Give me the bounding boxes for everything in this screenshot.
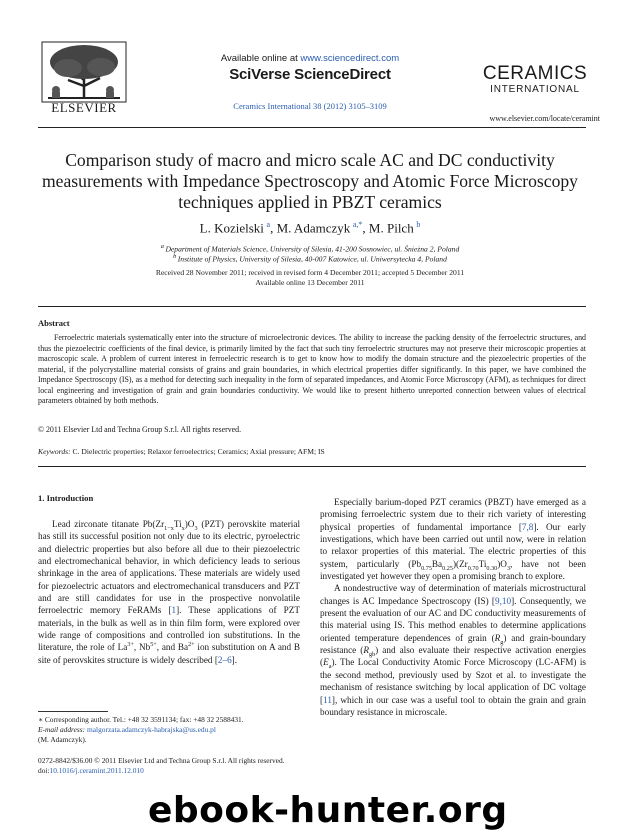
header-rule <box>38 127 586 128</box>
citation-link[interactable]: 9,10 <box>495 595 512 606</box>
abstract-top-rule <box>38 306 586 307</box>
intro-paragraph-1: Lead zirconate titanate $Pb(Zr_{1-x}Ti_x)O_3$ (PZT) perovskite material has still its successful position not only due to its electric, pyroelectric and dielectric properties but also before all due to their piezoelectric and electromechanical behavior, in which deficiency leads to serious shrinkage in the area of applications. These materials are widely used for piezoelectric actuators and electromechanical transducers and PZT and are still candidates for use in the prospective nonvolatile ferroelectric memory FeRAMs [1]. These applications of PZT materials, in the bulk as well as in thin film form, were explored over wide range of compositions and controlled ion substitutions. In the literature, the role of $La^{3+}$, $Nb^{5+}$, and $Ba^{2+}$ ion substitution on A and B site of perovskites structure is widely described [2–6]. <box>38 519 300 665</box>
corresponding-author-note: ∗ Corresponding author. Tel.: +48 32 3591134; fax: +48 32 2588431. <box>38 715 244 724</box>
available-prefix: Available online at <box>220 53 301 64</box>
author-affil-mark[interactable]: b <box>416 220 421 229</box>
affil-text: Department of Materials Science, University of Silesia, 41-200 Sosnowiec, ul. Śnieżna 2, Poland <box>165 244 460 254</box>
footnote-rule <box>38 711 108 712</box>
article-title: Comparison study of macro and micro scale AC and DC conductivity measurements with Impedance Spectroscopy and Atomic Force Microscopy techniques applied in PBZT ceramics <box>42 150 578 212</box>
ceramics-international-logo <box>480 64 590 96</box>
author-name: M. Pilch <box>368 220 414 236</box>
citation-link[interactable]: 7,8 <box>521 521 534 532</box>
affiliation-b <box>40 252 580 265</box>
email-note <box>38 725 300 735</box>
keywords-text: C. Dielectric properties; Relaxor ferroelectrics; Ceramics; Axial pressure; AFM; IS <box>72 447 325 456</box>
email-label: E-mail address: <box>38 725 86 734</box>
abstract-body: Ferroelectric materials systematically enter into the structure of microelectronic devices. The ability to increase the packing density of the ferroelectric structures, and thus the piezoelectric coefficients of the final device, is primarily limited by the fact that such tiny ferroelectric structures may not preserve their microscopic properties at macroscopic scale. A problem of current interest in ferroelectric research is to get to know how to modify the domain structure and the piezoelectric properties of the material, if the polycrystalline material consists of grains and grain boundaries, in which electrical properties differ significantly. In this paper, we have combined the Impedance Spectroscopy (IS), as a method for detecting such inequality in the form of separated impedances, and Atomic Force Microscopy (AFM), as techniques for direct local engineering and investigation of grain and grain boundaries conductivity. We would like to present hitherto unreported connection between values of electrical parameters obtained by both methods. <box>38 333 586 405</box>
available-online-date: Available online 13 December 2011 <box>255 278 365 287</box>
citation-link[interactable]: 11 <box>323 694 332 705</box>
journal-citation-link[interactable]: Ceramics International 38 (2012) 3105–3109 <box>233 101 387 111</box>
abstract-copyright: © 2011 Elsevier Ltd and Techna Group S.r.l. All rights reserved. <box>38 425 242 434</box>
affil-mark: b <box>173 253 177 260</box>
journal-logo-line1: CERAMICS <box>482 63 588 84</box>
sciencedirect-link[interactable]: www.sciencedirect.com <box>300 53 400 64</box>
issn-copyright-line: 0272-8842/$36.00 © 2011 Elsevier Ltd and Techna Group S.r.l. All rights reserved. <box>38 756 285 765</box>
abstract-heading: Abstract <box>38 318 70 328</box>
citation-link[interactable]: 2–6 <box>217 654 232 665</box>
doi-label: doi: <box>38 766 50 775</box>
author-affil-mark[interactable]: a,* <box>352 220 363 229</box>
affil-text: Institute of Physics, University of Silesia, 40-007 Katowice, ul. Uniwersytecka 4, Poland <box>177 254 447 264</box>
author-list: L. Kozielski $^a$, M. Adamczyk $^{a,*}$, M. Pilch $^b$ <box>199 220 421 236</box>
keywords-label: Keywords: <box>38 447 71 456</box>
author-name: L. Kozielski <box>199 220 264 236</box>
section-heading: 1. Introduction <box>38 493 94 503</box>
sciverse-sciencedirect-title: SciVerse ScienceDirect <box>229 66 391 83</box>
doi-line <box>38 766 586 776</box>
journal-url[interactable]: www.elsevier.com/locate/ceramint <box>489 114 600 123</box>
keywords-line <box>38 447 325 456</box>
author-affil-mark[interactable]: a <box>266 220 271 229</box>
author-name: M. Adamczyk <box>276 220 351 236</box>
watermark-text: ebook-hunter.org <box>148 790 508 831</box>
right-column <box>320 496 586 718</box>
citation-link[interactable]: 1 <box>171 605 177 616</box>
affil-mark: a <box>160 243 164 250</box>
email-owner: (M. Adamczyk). <box>38 735 87 744</box>
received-dates: Received 28 November 2011; received in revised form 4 December 2011; accepted 5 December 2011 <box>155 268 465 277</box>
elsevier-wordmark: ELSEVIER <box>51 100 117 115</box>
abstract-bottom-rule <box>38 466 586 467</box>
email-link[interactable]: malgorzata.adamczyk-habrajska@us.edu.pl <box>87 725 216 734</box>
doi-link[interactable]: 10.1016/j.ceramint.2011.12.010 <box>49 766 144 775</box>
intro-paragraph-3: A nondestructive way of determination of materials microstructural changes is AC Impedance Spectroscopy (IS) [9,10]. Consequently, we present the evaluation of our AC and DC conductivity measurements of this material using IS. This method enables to determine applications oriented temperature dependences of grain $(R_g)$ and grain-boundary resistance $(R_{gb})$ and also evaluate their respective activation energies $(E_a)$. The Local Conductivity Atomic Force Microscopy (LC-AFM) is the second method, previously used by Szot et al. to investigate the mechanism of resistance switching by local application of DC voltage [11], which in our case was a useful tool to obtain the grain and grain boundary resistance in microscale. <box>320 583 586 717</box>
intro-paragraph-2: Especially barium-doped PZT ceramics (PBZT) have emerged as a promising ferroelectric system due to their rich variety of interesting physical properties of fundamental importance [7,8]. Our early investigations, which have been carried out until now, were in relation to relaxor properties of this material. The electric properties of this system, particularly $(Pb_{0.75}Ba_{0.25})(Zr_{0.70}Ti_{0.30})O_3$, have not been investigated yet however they open a promising branch to explore. <box>320 497 586 582</box>
journal-logo-line2: INTERNATIONAL <box>490 84 580 95</box>
